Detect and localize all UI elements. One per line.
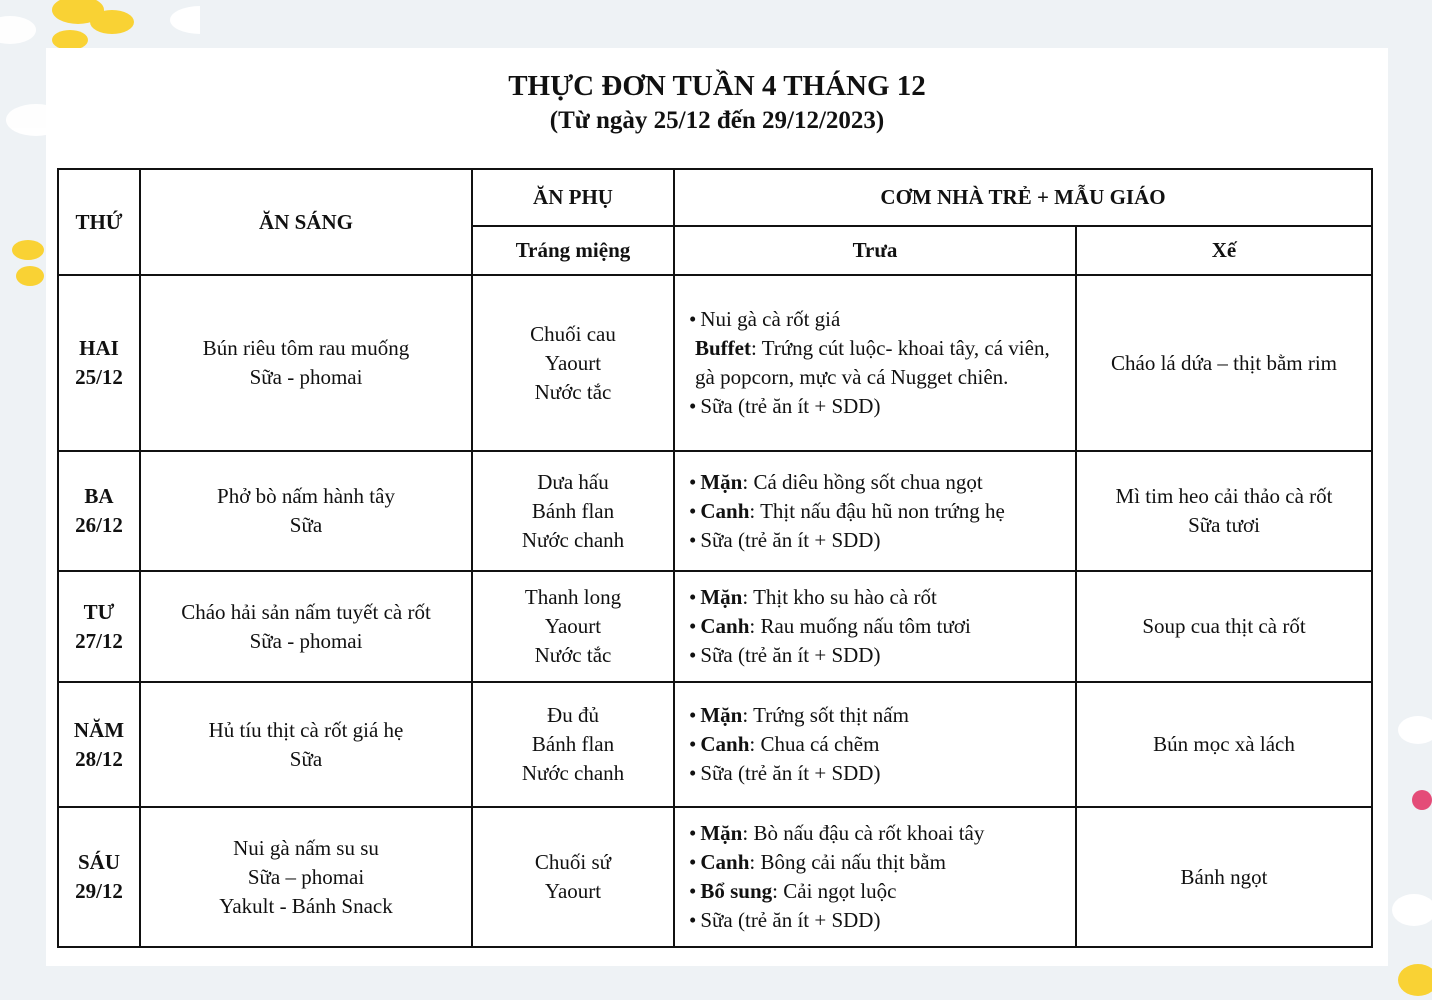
dessert-cell bbox=[472, 451, 674, 571]
dessert-item: Bánh flan bbox=[531, 732, 615, 756]
header-row-1 bbox=[58, 169, 1372, 226]
breakfast-item: Sữa bbox=[289, 746, 323, 771]
afternoon-item: Soup cua thịt cà rốt bbox=[1142, 614, 1306, 638]
lunch-text: : Trứng cút luộc- khoai tây, cá viên, gà popcorn, mực và cá Nugget chiên. bbox=[695, 336, 1050, 389]
day-cell bbox=[58, 451, 140, 571]
dessert-cell bbox=[472, 807, 674, 947]
lunch-label: Canh bbox=[700, 614, 750, 638]
breakfast-cell bbox=[140, 571, 472, 682]
afternoon-cell bbox=[1076, 451, 1372, 571]
lunch-label: Canh bbox=[700, 498, 750, 523]
breakfast-item: Hủ tíu thịt cà rốt giá hẹ bbox=[208, 717, 404, 742]
afternoon-item: Cháo lá dứa – thịt bằm rim bbox=[1111, 350, 1338, 375]
breakfast-cell bbox=[140, 275, 472, 451]
lunch-text: : Trứng sốt thịt nấm bbox=[742, 703, 909, 727]
dessert-cell bbox=[472, 275, 674, 451]
dessert-item: Bánh flan bbox=[531, 498, 615, 523]
lunch-item bbox=[689, 701, 1065, 730]
day-cell bbox=[58, 275, 140, 451]
dessert-item: Nước tắc bbox=[534, 643, 612, 667]
afternoon-item: Bún mọc xà lách bbox=[1153, 732, 1295, 756]
title-block bbox=[46, 68, 1388, 138]
lunch-item bbox=[689, 468, 1065, 497]
lunch-item: • Sữa (trẻ ăn ít + SDD) bbox=[689, 906, 1065, 935]
day-date: 27/12 bbox=[75, 628, 123, 653]
dessert-cell bbox=[472, 682, 674, 807]
lunch-label: Bổ sung bbox=[700, 879, 773, 903]
day-cell bbox=[58, 571, 140, 682]
dessert-item: Nước chanh bbox=[521, 527, 625, 552]
breakfast-item: Sữa bbox=[289, 513, 323, 537]
lunch-item bbox=[689, 877, 1065, 906]
lunch-label: Canh bbox=[700, 850, 750, 874]
lunch-item bbox=[689, 497, 1065, 526]
table-row bbox=[58, 275, 1372, 451]
breakfast-item: Cháo hải sản nấm tuyết cà rốt bbox=[181, 599, 431, 624]
col-header-xe: Xế bbox=[1076, 226, 1372, 275]
afternoon-cell bbox=[1076, 275, 1372, 451]
breakfast-cell bbox=[140, 807, 472, 947]
dessert-item: Chuối cau bbox=[530, 321, 616, 346]
lunch-text: : Chua cá chẽm bbox=[749, 732, 880, 756]
dessert-item: Dưa hấu bbox=[537, 469, 609, 494]
lunch-label: Mặn bbox=[700, 469, 743, 494]
day-name: BA bbox=[84, 484, 114, 508]
lunch-text: : Rau muống nấu tôm tươi bbox=[749, 614, 971, 638]
dessert-cell bbox=[472, 571, 674, 682]
afternoon-cell bbox=[1076, 807, 1372, 947]
day-cell bbox=[58, 682, 140, 807]
lunch-item bbox=[689, 583, 1065, 612]
breakfast-cell bbox=[140, 682, 472, 807]
col-header-trua: Trưa bbox=[674, 226, 1076, 275]
day-name: NĂM bbox=[73, 717, 125, 742]
table-row bbox=[58, 451, 1372, 571]
lunch-text: : Bông cải nấu thịt bằm bbox=[749, 850, 946, 874]
lunch-label: Mặn bbox=[700, 585, 743, 609]
page-title: THỰC ĐƠN TUẦN 4 THÁNG 12 bbox=[508, 70, 926, 102]
lunch-label: Canh bbox=[700, 732, 750, 756]
day-date: 25/12 bbox=[75, 365, 123, 389]
lunch-cell bbox=[674, 807, 1076, 947]
dessert-item: Thanh long bbox=[524, 585, 622, 609]
afternoon-item: Bánh ngọt bbox=[1180, 864, 1268, 889]
afternoon-cell bbox=[1076, 682, 1372, 807]
lunch-item: • Sữa (trẻ ăn ít + SDD) bbox=[689, 759, 1065, 788]
lunch-cell bbox=[674, 275, 1076, 451]
breakfast-item: Nui gà nấm su su bbox=[233, 835, 379, 860]
lunch-cell bbox=[674, 682, 1076, 807]
day-name: HAI bbox=[79, 336, 119, 360]
col-header-trang-mieng: Tráng miệng bbox=[472, 226, 674, 275]
weekly-menu-table bbox=[57, 168, 1373, 948]
lunch-item: • Sữa (trẻ ăn ít + SDD) bbox=[689, 526, 1065, 555]
afternoon-item: Mì tim heo cải thảo cà rốt bbox=[1115, 484, 1333, 508]
afternoon-cell bbox=[1076, 571, 1372, 682]
dessert-item: Nước tắc bbox=[534, 379, 612, 404]
col-header-thu: THỨ bbox=[58, 169, 140, 275]
breakfast-item: Sữa – phomai bbox=[247, 864, 365, 889]
afternoon-item: Sữa tươi bbox=[1188, 513, 1260, 537]
dessert-item: Yaourt bbox=[544, 614, 602, 638]
dessert-item: Chuối sứ bbox=[534, 850, 612, 874]
table-row bbox=[58, 571, 1372, 682]
lunch-label: Mặn bbox=[700, 821, 743, 845]
breakfast-item: Phở bò nấm hành tây bbox=[217, 484, 395, 508]
lunch-item bbox=[689, 612, 1065, 641]
lunch-text: : Cải ngọt luộc bbox=[772, 879, 897, 903]
lunch-text: : Thịt nấu đậu hũ non trứng hẹ bbox=[749, 498, 1005, 523]
breakfast-cell bbox=[140, 451, 472, 571]
col-header-com: CƠM NHÀ TRẺ + MẪU GIÁO bbox=[674, 169, 1372, 226]
lunch-label: Buffet bbox=[695, 336, 751, 360]
dessert-item: Yaourt bbox=[544, 879, 602, 903]
day-date: 26/12 bbox=[75, 513, 123, 537]
lunch-item: • Nui gà cà rốt giá bbox=[689, 305, 1065, 334]
breakfast-item: Sữa - phomai bbox=[249, 365, 363, 389]
lunch-item bbox=[689, 819, 1065, 848]
breakfast-item: Sữa - phomai bbox=[249, 628, 363, 653]
breakfast-item: Yakult - Bánh Snack bbox=[219, 893, 393, 918]
day-date: 28/12 bbox=[75, 746, 123, 771]
lunch-label: Mặn bbox=[700, 703, 743, 727]
day-name: TƯ bbox=[83, 599, 115, 624]
lunch-cell bbox=[674, 451, 1076, 571]
dessert-item: Đu đủ bbox=[547, 703, 599, 727]
lunch-item bbox=[689, 848, 1065, 877]
dessert-item: Nước chanh bbox=[521, 761, 625, 785]
table-row bbox=[58, 682, 1372, 807]
table-row bbox=[58, 807, 1372, 947]
day-name: SÁU bbox=[77, 850, 120, 874]
lunch-item bbox=[689, 730, 1065, 759]
lunch-cell bbox=[674, 571, 1076, 682]
flower-decoration-left bbox=[0, 230, 46, 300]
col-header-an-phu: ĂN PHỤ bbox=[472, 169, 674, 226]
menu-sheet bbox=[46, 48, 1388, 966]
lunch-item: • Sữa (trẻ ăn ít + SDD) bbox=[689, 392, 1065, 421]
day-cell bbox=[58, 807, 140, 947]
lunch-text: : Bò nấu đậu cà rốt khoai tây bbox=[742, 821, 985, 845]
lunch-item bbox=[689, 334, 1065, 392]
lunch-item: • Sữa (trẻ ăn ít + SDD) bbox=[689, 641, 1065, 670]
dessert-item: Yaourt bbox=[544, 350, 602, 375]
flower-decoration-right bbox=[1388, 690, 1432, 1000]
date-range-subtitle: (Từ ngày 25/12 đến 29/12/2023) bbox=[549, 107, 885, 134]
breakfast-item: Bún riêu tôm rau muống bbox=[202, 336, 410, 360]
col-header-an-sang: ĂN SÁNG bbox=[140, 169, 472, 275]
lunch-text: : Cá diêu hồng sốt chua ngọt bbox=[742, 469, 983, 494]
day-date: 29/12 bbox=[75, 879, 123, 903]
lunch-text: : Thịt kho su hào cà rốt bbox=[742, 585, 937, 609]
